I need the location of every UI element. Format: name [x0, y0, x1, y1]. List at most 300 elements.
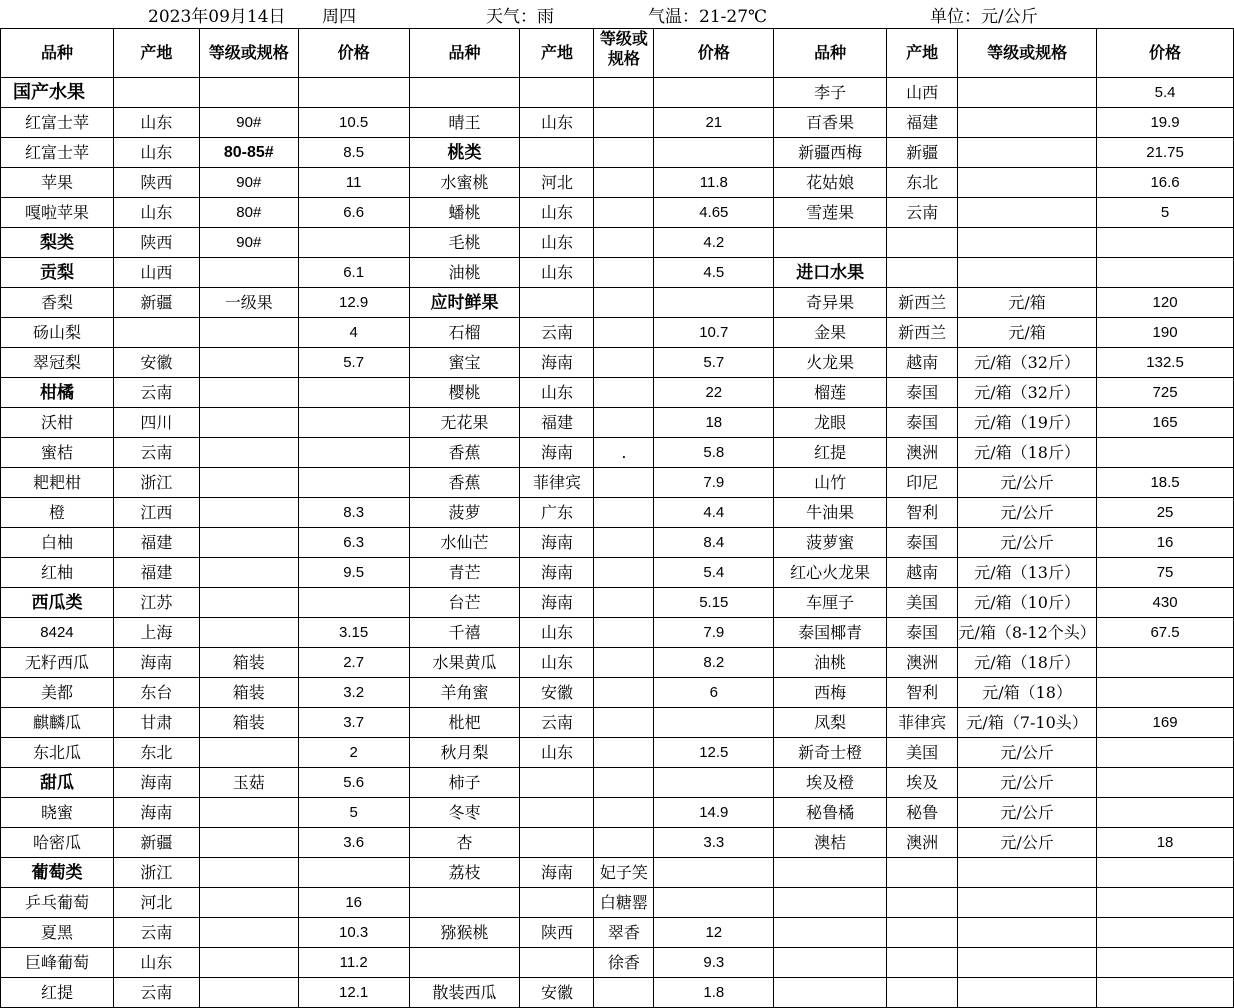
cell-origin: 云南 — [520, 708, 594, 738]
cell-grade — [594, 168, 654, 198]
cell-origin — [520, 78, 594, 108]
cell-origin: 广东 — [520, 498, 594, 528]
cell-variety — [409, 78, 520, 108]
cell-variety: 火龙果 — [774, 348, 887, 378]
cell-price: 1.8 — [654, 978, 774, 1008]
cell-price — [298, 408, 409, 438]
cell-price: 10.5 — [298, 108, 409, 138]
cell-origin — [520, 768, 594, 798]
cell-origin: 海南 — [520, 348, 594, 378]
cell-variety: 嘎啦苹果 — [1, 198, 114, 228]
column-header-price: 价格 — [654, 29, 774, 78]
cell-price: 22 — [654, 378, 774, 408]
cell-grade: 80-85# — [199, 138, 298, 168]
cell-grade — [958, 858, 1097, 888]
cell-price: 3.2 — [298, 678, 409, 708]
cell-grade — [199, 318, 298, 348]
cell-price: 18 — [1097, 828, 1234, 858]
cell-variety: 花姑娘 — [774, 168, 887, 198]
cell-price: 6.3 — [298, 528, 409, 558]
cell-variety: 沃柑 — [1, 408, 114, 438]
cell-origin: 智利 — [887, 678, 958, 708]
cell-price: 5.7 — [298, 348, 409, 378]
cell-price: 11.8 — [654, 168, 774, 198]
cell-variety: 李子 — [774, 78, 887, 108]
cell-price: 3.7 — [298, 708, 409, 738]
table-row — [1, 198, 1234, 228]
cell-grade — [199, 828, 298, 858]
cell-variety: 西梅 — [774, 678, 887, 708]
cell-grade — [594, 768, 654, 798]
cell-origin: 山东 — [520, 198, 594, 228]
cell-origin: 安徽 — [113, 348, 199, 378]
cell-price: 18 — [654, 408, 774, 438]
cell-price: 9.3 — [654, 948, 774, 978]
cell-price — [1097, 228, 1234, 258]
cell-variety: 红提 — [774, 438, 887, 468]
table-row — [1, 228, 1234, 258]
cell-variety: 散装西瓜 — [409, 978, 520, 1008]
cell-variety: 柑橘 — [1, 378, 114, 408]
cell-grade — [199, 498, 298, 528]
cell-origin: 云南 — [520, 318, 594, 348]
cell-grade — [199, 348, 298, 378]
cell-grade — [199, 528, 298, 558]
cell-origin: 上海 — [113, 618, 199, 648]
cell-origin: 海南 — [520, 858, 594, 888]
cell-origin — [887, 918, 958, 948]
cell-grade — [199, 258, 298, 288]
cell-grade: 80# — [199, 198, 298, 228]
cell-origin: 澳洲 — [887, 438, 958, 468]
cell-grade — [958, 978, 1097, 1008]
cell-grade — [199, 78, 298, 108]
cell-variety: 葡萄类 — [1, 858, 114, 888]
cell-variety — [774, 918, 887, 948]
cell-origin: 陕西 — [113, 168, 199, 198]
cell-price: 5.15 — [654, 588, 774, 618]
column-header-origin: 产地 — [520, 29, 594, 78]
cell-origin — [887, 228, 958, 258]
cell-price: 12.5 — [654, 738, 774, 768]
report-weekday: 周四 — [322, 7, 356, 27]
cell-variety — [774, 948, 887, 978]
cell-variety: 石榴 — [409, 318, 520, 348]
cell-grade: 元/箱（8-12个头） — [958, 618, 1097, 648]
cell-origin: 东北 — [113, 738, 199, 768]
table-row — [1, 438, 1234, 468]
cell-variety: 榴莲 — [774, 378, 887, 408]
cell-price: 7.9 — [654, 468, 774, 498]
cell-price: 3.3 — [654, 828, 774, 858]
cell-price: 4.2 — [654, 228, 774, 258]
cell-grade — [958, 78, 1097, 108]
cell-variety: 应时鲜果 — [409, 288, 520, 318]
cell-price: 14.9 — [654, 798, 774, 828]
cell-price — [298, 228, 409, 258]
cell-grade — [594, 618, 654, 648]
cell-price: 6.6 — [298, 198, 409, 228]
cell-origin — [520, 798, 594, 828]
cell-variety: 秘鲁橘 — [774, 798, 887, 828]
cell-grade: 箱装 — [199, 708, 298, 738]
column-header-variety: 品种 — [409, 29, 520, 78]
cell-variety: 红心火龙果 — [774, 558, 887, 588]
cell-grade — [199, 468, 298, 498]
cell-price — [654, 288, 774, 318]
table-row — [1, 948, 1234, 978]
cell-price: 11.2 — [298, 948, 409, 978]
cell-origin: 菲律宾 — [520, 468, 594, 498]
cell-variety: 新奇士橙 — [774, 738, 887, 768]
table-row — [1, 678, 1234, 708]
cell-price: 10.3 — [298, 918, 409, 948]
cell-price: 8.2 — [654, 648, 774, 678]
cell-origin: 甘肃 — [113, 708, 199, 738]
cell-price — [1097, 678, 1234, 708]
cell-price — [1097, 918, 1234, 948]
cell-variety: 麒麟瓜 — [1, 708, 114, 738]
cell-origin: 云南 — [113, 978, 199, 1008]
cell-grade: 玉菇 — [199, 768, 298, 798]
cell-variety: 橙 — [1, 498, 114, 528]
cell-grade: 元/箱（18斤） — [958, 648, 1097, 678]
cell-origin: 福建 — [113, 558, 199, 588]
cell-price: 18.5 — [1097, 468, 1234, 498]
cell-grade — [594, 318, 654, 348]
table-row — [1, 348, 1234, 378]
cell-price — [654, 138, 774, 168]
table-row — [1, 828, 1234, 858]
cell-grade: 元/箱（19斤） — [958, 408, 1097, 438]
table-row — [1, 588, 1234, 618]
cell-origin — [113, 78, 199, 108]
cell-grade: 元/箱（32斤） — [958, 378, 1097, 408]
cell-price — [654, 708, 774, 738]
table-row — [1, 858, 1234, 888]
cell-grade — [958, 108, 1097, 138]
cell-variety: 甜瓜 — [1, 768, 114, 798]
cell-variety: 砀山梨 — [1, 318, 114, 348]
cell-price — [1097, 888, 1234, 918]
cell-grade: 箱装 — [199, 678, 298, 708]
cell-price: 9.5 — [298, 558, 409, 588]
table-header-row — [1, 29, 1234, 78]
cell-origin: 泰国 — [887, 408, 958, 438]
cell-variety: 红提 — [1, 978, 114, 1008]
cell-price: 5.8 — [654, 438, 774, 468]
cell-price: 5 — [1097, 198, 1234, 228]
cell-price — [1097, 978, 1234, 1008]
cell-variety: 毛桃 — [409, 228, 520, 258]
cell-variety: 无籽西瓜 — [1, 648, 114, 678]
cell-price: 4 — [298, 318, 409, 348]
cell-grade — [199, 408, 298, 438]
cell-origin: 山东 — [520, 648, 594, 678]
cell-origin: 山东 — [520, 738, 594, 768]
cell-variety: 青芒 — [409, 558, 520, 588]
cell-origin: 河北 — [113, 888, 199, 918]
cell-variety: 澳桔 — [774, 828, 887, 858]
cell-origin — [520, 138, 594, 168]
cell-price — [298, 438, 409, 468]
column-header-price: 价格 — [298, 29, 409, 78]
cell-variety: 红柚 — [1, 558, 114, 588]
cell-price: 16 — [1097, 528, 1234, 558]
cell-variety: 红富士苹 — [1, 108, 114, 138]
cell-origin: 泰国 — [887, 618, 958, 648]
cell-origin: 浙江 — [113, 468, 199, 498]
cell-price: 165 — [1097, 408, 1234, 438]
cell-grade — [199, 618, 298, 648]
cell-variety: 苹果 — [1, 168, 114, 198]
cell-variety: 进口水果 — [774, 258, 887, 288]
cell-price: 725 — [1097, 378, 1234, 408]
cell-origin: 河北 — [520, 168, 594, 198]
cell-origin: 山东 — [520, 378, 594, 408]
cell-grade — [594, 108, 654, 138]
table-row — [1, 108, 1234, 138]
cell-grade: 元/公斤 — [958, 498, 1097, 528]
cell-grade — [594, 678, 654, 708]
cell-grade — [199, 858, 298, 888]
cell-origin: 印尼 — [887, 468, 958, 498]
table-row — [1, 288, 1234, 318]
cell-variety — [774, 858, 887, 888]
table-row — [1, 978, 1234, 1008]
table-row — [1, 318, 1234, 348]
cell-grade: 元/箱（18斤） — [958, 438, 1097, 468]
cell-variety: 翠冠梨 — [1, 348, 114, 378]
cell-origin — [887, 948, 958, 978]
cell-price: 7.9 — [654, 618, 774, 648]
cell-price: 16 — [298, 888, 409, 918]
cell-variety — [774, 978, 887, 1008]
cell-price: 169 — [1097, 708, 1234, 738]
cell-grade — [199, 378, 298, 408]
cell-origin — [520, 828, 594, 858]
cell-variety: 白柚 — [1, 528, 114, 558]
cell-price — [654, 858, 774, 888]
cell-price: 190 — [1097, 318, 1234, 348]
cell-grade: 翠香 — [594, 918, 654, 948]
cell-price — [298, 78, 409, 108]
cell-grade — [594, 198, 654, 228]
cell-grade — [199, 588, 298, 618]
cell-origin: 江苏 — [113, 588, 199, 618]
column-header-variety: 品种 — [774, 29, 887, 78]
cell-grade: 徐香 — [594, 948, 654, 978]
cell-price: 132.5 — [1097, 348, 1234, 378]
cell-grade — [594, 828, 654, 858]
cell-variety: 新疆西梅 — [774, 138, 887, 168]
cell-variety: 泰国椰青 — [774, 618, 887, 648]
cell-price: 5.6 — [298, 768, 409, 798]
cell-origin: 山东 — [113, 138, 199, 168]
cell-variety — [409, 888, 520, 918]
table-row — [1, 768, 1234, 798]
cell-grade: 元/公斤 — [958, 828, 1097, 858]
cell-grade — [594, 558, 654, 588]
cell-grade — [594, 588, 654, 618]
cell-price: 6.1 — [298, 258, 409, 288]
cell-variety: 东北瓜 — [1, 738, 114, 768]
table-row — [1, 468, 1234, 498]
cell-grade — [958, 918, 1097, 948]
cell-grade — [594, 528, 654, 558]
cell-variety: 红富士苹 — [1, 138, 114, 168]
cell-grade — [594, 78, 654, 108]
cell-variety: 奇异果 — [774, 288, 887, 318]
table-row — [1, 738, 1234, 768]
cell-price: 5 — [298, 798, 409, 828]
cell-grade: 元/箱（32斤） — [958, 348, 1097, 378]
cell-grade: . — [594, 438, 654, 468]
table-row — [1, 708, 1234, 738]
table-row — [1, 558, 1234, 588]
cell-price: 21.75 — [1097, 138, 1234, 168]
cell-grade: 箱装 — [199, 648, 298, 678]
cell-origin — [520, 948, 594, 978]
cell-price — [1097, 858, 1234, 888]
cell-variety: 梨类 — [1, 228, 114, 258]
cell-variety: 百香果 — [774, 108, 887, 138]
column-header-grade: 等级或规格 — [199, 29, 298, 78]
column-header-price: 价格 — [1097, 29, 1234, 78]
column-header-grade: 等级或规格 — [594, 29, 654, 78]
cell-price — [298, 468, 409, 498]
cell-grade: 白糖罂 — [594, 888, 654, 918]
cell-origin: 安徽 — [520, 978, 594, 1008]
cell-price — [1097, 648, 1234, 678]
cell-origin: 海南 — [520, 588, 594, 618]
cell-price: 3.15 — [298, 618, 409, 648]
cell-origin — [887, 258, 958, 288]
cell-variety: 水蜜桃 — [409, 168, 520, 198]
cell-price — [1097, 798, 1234, 828]
cell-variety: 国产水果 — [1, 78, 114, 108]
cell-variety: 牛油果 — [774, 498, 887, 528]
cell-variety: 西瓜类 — [1, 588, 114, 618]
cell-grade: 元/公斤 — [958, 798, 1097, 828]
cell-variety: 蟠桃 — [409, 198, 520, 228]
cell-origin: 海南 — [520, 528, 594, 558]
cell-origin: 陕西 — [113, 228, 199, 258]
cell-price — [1097, 438, 1234, 468]
cell-origin — [520, 888, 594, 918]
column-header-variety: 品种 — [1, 29, 114, 78]
column-header-grade: 等级或规格 — [958, 29, 1097, 78]
cell-variety: 巨峰葡萄 — [1, 948, 114, 978]
cell-origin: 安徽 — [520, 678, 594, 708]
cell-variety: 杏 — [409, 828, 520, 858]
cell-price: 10.7 — [654, 318, 774, 348]
cell-origin: 云南 — [113, 918, 199, 948]
cell-grade: 元/公斤 — [958, 528, 1097, 558]
cell-origin: 海南 — [520, 558, 594, 588]
cell-origin: 智利 — [887, 498, 958, 528]
cell-price: 5.7 — [654, 348, 774, 378]
cell-price: 5.4 — [1097, 78, 1234, 108]
table-row — [1, 798, 1234, 828]
cell-variety: 桃类 — [409, 138, 520, 168]
cell-origin: 山东 — [113, 948, 199, 978]
cell-grade — [199, 738, 298, 768]
cell-origin: 山西 — [113, 258, 199, 288]
cell-origin: 新西兰 — [887, 288, 958, 318]
cell-grade: 元/公斤 — [958, 738, 1097, 768]
cell-grade — [958, 138, 1097, 168]
cell-price: 11 — [298, 168, 409, 198]
cell-variety: 水果黄瓜 — [409, 648, 520, 678]
cell-grade: 元/箱（10斤） — [958, 588, 1097, 618]
cell-price: 8.5 — [298, 138, 409, 168]
cell-origin: 福建 — [113, 528, 199, 558]
column-header-origin: 产地 — [887, 29, 958, 78]
cell-grade — [594, 648, 654, 678]
cell-origin: 山东 — [520, 618, 594, 648]
cell-grade — [594, 708, 654, 738]
cell-origin: 山东 — [520, 108, 594, 138]
cell-origin: 新疆 — [113, 828, 199, 858]
cell-variety: 香蕉 — [409, 468, 520, 498]
cell-price: 2 — [298, 738, 409, 768]
cell-price: 2.7 — [298, 648, 409, 678]
cell-variety: 凤梨 — [774, 708, 887, 738]
cell-grade — [199, 438, 298, 468]
cell-variety: 金果 — [774, 318, 887, 348]
cell-variety: 冬枣 — [409, 798, 520, 828]
cell-grade — [199, 948, 298, 978]
table-row — [1, 528, 1234, 558]
cell-variety: 夏黑 — [1, 918, 114, 948]
cell-variety: 哈密瓜 — [1, 828, 114, 858]
cell-price: 21 — [654, 108, 774, 138]
table-row — [1, 888, 1234, 918]
cell-grade — [594, 348, 654, 378]
cell-origin: 泰国 — [887, 378, 958, 408]
cell-grade: 90# — [199, 168, 298, 198]
cell-grade: 元/公斤 — [958, 768, 1097, 798]
cell-origin: 四川 — [113, 408, 199, 438]
cell-origin: 山东 — [520, 228, 594, 258]
cell-price: 67.5 — [1097, 618, 1234, 648]
cell-price — [654, 768, 774, 798]
cell-grade: 妃子笑 — [594, 858, 654, 888]
cell-origin: 海南 — [520, 438, 594, 468]
cell-variety: 车厘子 — [774, 588, 887, 618]
cell-variety: 美都 — [1, 678, 114, 708]
cell-variety: 菠萝蜜 — [774, 528, 887, 558]
cell-variety: 乒乓葡萄 — [1, 888, 114, 918]
cell-grade — [594, 288, 654, 318]
cell-price: 16.6 — [1097, 168, 1234, 198]
cell-origin: 美国 — [887, 738, 958, 768]
cell-origin: 海南 — [113, 768, 199, 798]
cell-grade — [199, 558, 298, 588]
cell-price: 8.3 — [298, 498, 409, 528]
cell-origin: 东北 — [887, 168, 958, 198]
cell-grade — [958, 888, 1097, 918]
cell-origin: 海南 — [113, 798, 199, 828]
table-row — [1, 498, 1234, 528]
cell-origin: 埃及 — [887, 768, 958, 798]
cell-origin: 福建 — [887, 108, 958, 138]
cell-origin — [113, 318, 199, 348]
cell-variety: 樱桃 — [409, 378, 520, 408]
cell-grade — [958, 168, 1097, 198]
cell-price: 4.5 — [654, 258, 774, 288]
